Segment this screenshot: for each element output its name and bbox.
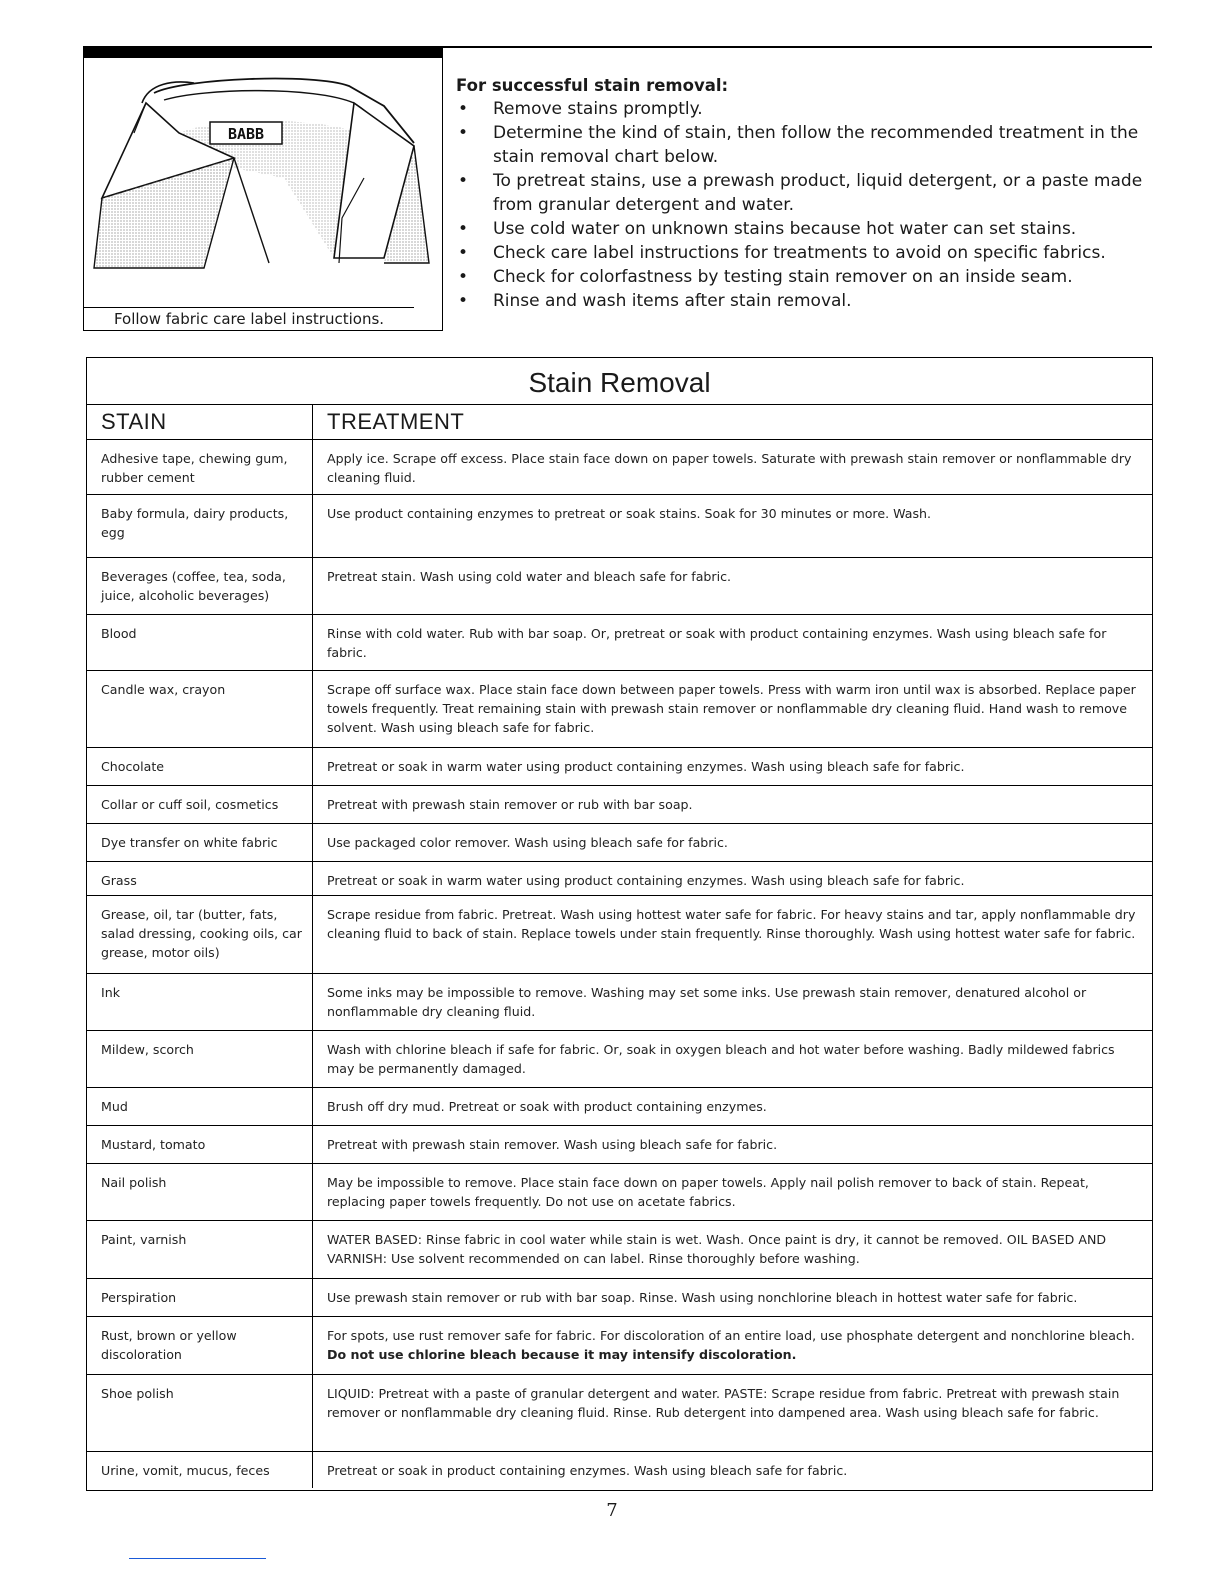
treatment-cell (313, 896, 1153, 974)
table-row (87, 615, 1152, 671)
stain-cell: Mildew, scorch (87, 1031, 313, 1088)
stain-cell: Mud (87, 1088, 313, 1126)
treatment-cell (313, 1126, 1153, 1164)
treatment-cell (313, 1375, 1153, 1452)
tips-title: For successful stain removal: (456, 76, 729, 95)
stain-cell: Grass (87, 862, 313, 896)
stain-cell: Blood (87, 615, 313, 671)
stain-cell: Beverages (coffee, tea, soda, juice, alcoholic beverages) (87, 558, 313, 615)
treatment-cell (313, 440, 1153, 495)
illustration-caption: Follow fabric care label instructions. (84, 307, 414, 331)
treatment-text: Pretreat with prewash stain remover or rub with bar soap. (327, 797, 693, 812)
tip-item: • Remove stains promptly. (456, 97, 1156, 121)
treatment-cell (313, 824, 1153, 862)
table-header-row (87, 405, 1152, 440)
treatment-cell (313, 974, 1153, 1031)
footer-link-underline[interactable] (129, 1558, 266, 1559)
treatment-text: For spots, use rust remover safe for fabric. For discoloration of an entire load, use phosphate detergent and nonchlorine bleach. (327, 1328, 1135, 1343)
treatment-cell (313, 1088, 1153, 1126)
treatment-text: LIQUID: Pretreat with a paste of granular detergent and water. PASTE: Scrape residue from fabric. Pretreat with prewash stain remover or nonflammable dry cleaning fluid. Rinse. Rub detergent into dampened area. Wash using bleach safe for fabric. (327, 1386, 1120, 1420)
treatment-text: Scrape off surface wax. Place stain face down between paper towels. Press with warm iron until wax is absorbed. Replace paper towels frequently. Treat remaining stain with prewash stain remover or nonflammable dry cleaning fluid. Hand wash to remove solvent. Wash using bleach safe for fabric. (327, 682, 1136, 735)
treatment-text: Brush off dry mud. Pretreat or soak with product containing enzymes. (327, 1099, 767, 1114)
stain-cell: Paint, varnish (87, 1221, 313, 1279)
table-row (87, 671, 1152, 748)
table-row (87, 974, 1152, 1031)
tip-item: • Use cold water on unknown stains because hot water can set stains. (456, 217, 1156, 241)
table-row (87, 1126, 1152, 1164)
stain-cell: Adhesive tape, chewing gum, rubber cement (87, 440, 313, 495)
stain-cell: Mustard, tomato (87, 1126, 313, 1164)
stain-removal-table (86, 357, 1153, 1491)
treatment-cell (313, 1164, 1153, 1221)
treatment-cell (313, 1221, 1153, 1279)
care-label-icons: BABB (227, 125, 265, 143)
tip-item: • Rinse and wash items after stain removal. (456, 289, 1156, 313)
header-stain: STAIN (87, 405, 313, 440)
treatment-cell (313, 786, 1153, 824)
table-row (87, 1164, 1152, 1221)
treatment-text: Pretreat with prewash stain remover. Wash using bleach safe for fabric. (327, 1137, 778, 1152)
treatment-text: May be impossible to remove. Place stain face down on paper towels. Apply nail polish remover to back of stain. Repeat, replacing paper towels frequently. Do not use on acetate fabrics. (327, 1175, 1089, 1209)
stain-cell: Chocolate (87, 748, 313, 786)
table-row (87, 1375, 1152, 1452)
table-row (87, 1221, 1152, 1279)
shirt-collar-illustration (84, 58, 442, 308)
treatment-cell (313, 748, 1153, 786)
stain-cell: Perspiration (87, 1279, 313, 1317)
table-row (87, 1317, 1152, 1375)
treatment-text: Use product containing enzymes to pretreat or soak stains. Soak for 30 minutes or more. Wash. (327, 506, 932, 521)
table-row (87, 862, 1152, 896)
table-row (87, 1031, 1152, 1088)
header-treatment: TREATMENT (313, 405, 1153, 440)
treatment-text: Rinse with cold water. Rub with bar soap. Or, pretreat or soak with product containing enzymes. Wash using bleach safe for fabric. (327, 626, 1107, 660)
stain-cell: Collar or cuff soil, cosmetics (87, 786, 313, 824)
illustration-box (83, 58, 443, 331)
stain-table (87, 405, 1152, 1488)
treatment-text: Apply ice. Scrape off excess. Place stain face down on paper towels. Saturate with prewash stain remover or nonflammable dry cleaning fluid. (327, 451, 1132, 485)
treatment-text: Pretreat or soak in warm water using product containing enzymes. Wash using bleach safe for fabric. (327, 759, 965, 774)
tip-item: • Check care label instructions for treatments to avoid on specific fabrics. (456, 241, 1156, 265)
stain-cell: Baby formula, dairy products, egg (87, 495, 313, 558)
stain-cell: Grease, oil, tar (butter, fats, salad dressing, cooking oils, car grease, motor oils) (87, 896, 313, 974)
treatment-warning: Do not use chlorine bleach because it may intensify discoloration. (327, 1347, 797, 1362)
stain-cell: Ink (87, 974, 313, 1031)
stain-cell: Dye transfer on white fabric (87, 824, 313, 862)
treatment-cell (313, 671, 1153, 748)
stain-cell: Rust, brown or yellow discoloration (87, 1317, 313, 1375)
treatment-cell (313, 862, 1153, 896)
treatment-cell (313, 615, 1153, 671)
table-row (87, 896, 1152, 974)
top-rule-thin (443, 46, 1152, 48)
table-title: Stain Removal (87, 358, 1152, 405)
treatment-cell (313, 558, 1153, 615)
treatment-text: WATER BASED: Rinse fabric in cool water while stain is wet. Wash. Once paint is dry, it cannot be removed. OIL BASED AND VARNISH: Use solvent recommended on can label. Rinse thoroughly before washing. (327, 1232, 1107, 1266)
table-row (87, 1452, 1152, 1488)
treatment-text: Pretreat or soak in product containing enzymes. Wash using bleach safe for fabric. (327, 1463, 848, 1478)
top-rule-thick (83, 46, 443, 58)
table-row (87, 1279, 1152, 1317)
treatment-text: Wash with chlorine bleach if safe for fabric. Or, soak in oxygen bleach and hot water before washing. Badly mildewed fabrics may be permanently damaged. (327, 1042, 1115, 1076)
treatment-cell (313, 1031, 1153, 1088)
stain-cell: Shoe polish (87, 1375, 313, 1452)
stain-cell: Nail polish (87, 1164, 313, 1221)
treatment-cell (313, 495, 1153, 558)
treatment-text: Scrape residue from fabric. Pretreat. Wash using hottest water safe for fabric. For heavy stains and tar, apply nonflammable dry cleaning fluid to back of stain. Replace towels under stain frequently. Rinse thoroughly. Wash using hottest water safe for fabric. (327, 907, 1136, 941)
tip-item: • Determine the kind of stain, then follow the recommended treatment in the stain removal chart below. (456, 121, 1156, 169)
treatment-cell (313, 1279, 1153, 1317)
treatment-text: Use prewash stain remover or rub with bar soap. Rinse. Wash using nonchlorine bleach in hottest water safe for fabric. (327, 1290, 1078, 1305)
page-number: 7 (606, 1500, 618, 1521)
treatment-cell (313, 1317, 1153, 1375)
treatment-text: Use packaged color remover. Wash using bleach safe for fabric. (327, 835, 728, 850)
treatment-cell (313, 1452, 1153, 1488)
stain-cell: Candle wax, crayon (87, 671, 313, 748)
treatment-text: Pretreat or soak in warm water using product containing enzymes. Wash using bleach safe for fabric. (327, 873, 965, 888)
table-row (87, 495, 1152, 558)
treatment-text: Pretreat stain. Wash using cold water and bleach safe for fabric. (327, 569, 732, 584)
table-row (87, 440, 1152, 495)
table-row (87, 824, 1152, 862)
stain-removal-tips (456, 76, 1156, 313)
table-row (87, 748, 1152, 786)
tip-item: • To pretreat stains, use a prewash product, liquid detergent, or a paste made from granular detergent and water. (456, 169, 1156, 217)
stain-cell: Urine, vomit, mucus, feces (87, 1452, 313, 1488)
table-row (87, 558, 1152, 615)
treatment-text: Some inks may be impossible to remove. Washing may set some inks. Use prewash stain remover, denatured alcohol or nonflammable dry cleaning fluid. (327, 985, 1087, 1019)
table-row (87, 1088, 1152, 1126)
tip-item: • Check for colorfastness by testing stain remover on an inside seam. (456, 265, 1156, 289)
tips-list (456, 97, 1156, 313)
table-row (87, 786, 1152, 824)
